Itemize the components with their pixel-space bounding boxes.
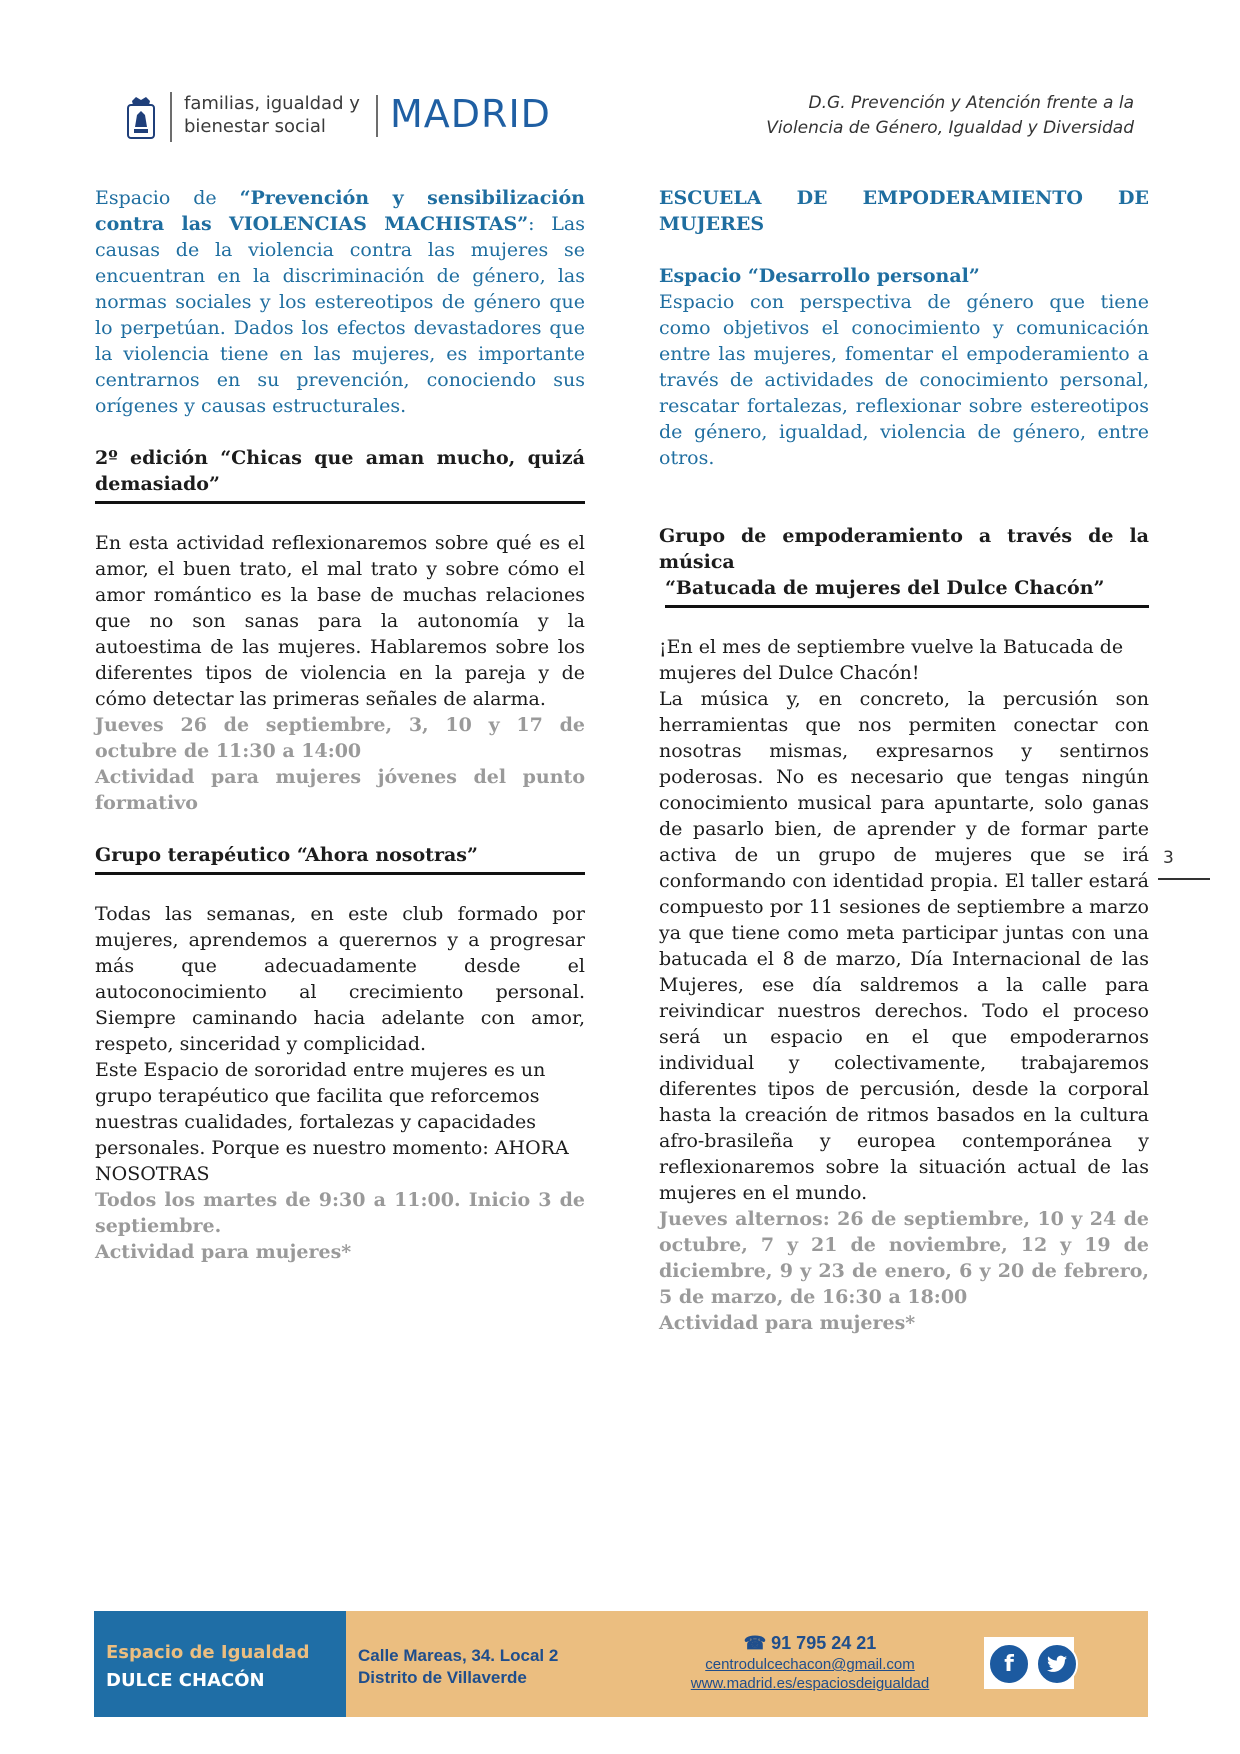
footer-title-line-1: Espacio de Igualdad: [106, 1642, 310, 1663]
phone-icon: ☎: [743, 1633, 767, 1653]
batucada-title-1: Grupo de empoderamiento a través de la música: [659, 525, 1149, 573]
page-header: [0, 0, 1240, 170]
social-icons: [984, 1637, 1074, 1689]
desarrollo-body: Espacio con perspectiva de género que tiene como objetivos el conocimiento y comunicación entre las mujeres, fomentar el empoderamiento a través de actividades de conocimiento personal, rescatar fortalezas, reflexionar sobre estereotipos de género, igualdad, violencia de género, entre otros.: [659, 291, 1149, 469]
department-line-2: bienestar social: [184, 116, 326, 137]
directorate-line-1: D.G. Prevención y Atención frente a la: [808, 93, 1134, 113]
batucada-body-2: La música y, en concreto, la percusión son herramientas que nos permiten conectar con nosotras mismas, expresarnos y sentirnos poderosas. No es necesario que tengas ningún conocimiento musical para apuntarte, solo ganas de pasarlo bien, de aprender y de formar parte activa de un grupo de mujeres que se irá conformando con identidad propia. El taller estará compuesto por 11 sesiones de septiembre a marzo ya que tiene como meta participar juntas con una batucada el 8 de marzo, Día Internacional de las Mujeres, ese día saldremos a la calle para reivindicar nuestros derechos. Todo el proceso será un espacio en el que empoderarnos individual y colectivamente, trabajaremos diferentes tipos de percusión, desde la corporal hasta la creación de ritmos basados en la cultura afro-brasileña y europea contemporánea y reflexionaremos sobre la situación actual de las mujeres en el mundo.: [659, 688, 1149, 1204]
footer-phone[interactable]: [654, 1631, 966, 1655]
footer-address-line-2: Distrito de Villaverde: [358, 1668, 527, 1687]
directorate-name: [766, 91, 1134, 141]
email-link[interactable]: centrodulcechacon@gmail.com: [705, 1656, 915, 1673]
phone-number: 91 795 24 21: [771, 1633, 877, 1653]
madrid-logo: MADRID: [390, 92, 551, 136]
terapeutico-audience: Actividad para mujeres*: [95, 1241, 352, 1263]
directorate-line-2: Violencia de Género, Igualdad y Diversidad: [766, 118, 1134, 138]
chicas-audience: Actividad para mujeres jóvenes del punto formativo: [95, 766, 585, 814]
terapeutico-title: Grupo terapéutico “Ahora nosotras”: [95, 844, 478, 866]
batucada-audience: Actividad para mujeres*: [659, 1312, 916, 1334]
terapeutico-body-1: Todas las semanas, en este club formado por mujeres, aprendemos a querernos y a progresar más que adecuadamente desde el autoconocimiento al crecimiento personal. Siempre caminando hacia adelante con amor, respeto, sinceridad y complicidad.: [95, 903, 585, 1055]
header-divider: [376, 95, 378, 137]
facebook-icon[interactable]: f: [988, 1643, 1030, 1685]
right-column: [659, 185, 1149, 1336]
page-footer: [94, 1611, 1148, 1717]
twitter-bird-icon: [1047, 1655, 1067, 1673]
footer-contact: [654, 1631, 966, 1693]
chicas-dates: Jueves 26 de septiembre, 3, 10 y 17 de octubre de 11:30 a 14:00: [95, 714, 585, 762]
chicas-title: 2º edición “Chicas que aman mucho, quizá demasiado”: [95, 447, 585, 495]
intro-title: “Prevención y sensibilización contra las VIOLENCIAS MACHISTAS”: [95, 187, 585, 235]
batucada-title-2: “Batucada de mujeres del Dulce Chacón”: [665, 577, 1105, 599]
website-link[interactable]: www.madrid.es/espaciosdeigualdad: [690, 1675, 930, 1692]
school-title: ESCUELA DE EMPODERAMIENTO DE MUJERES: [659, 187, 1149, 235]
chicas-body: En esta actividad reflexionaremos sobre qué es el amor, el buen trato, el mal trato y sobre cómo el amor romántico es la base de muchas relaciones que no son sanas para la autonomía y la autoestima de las mujeres. Hablaremos sobre los diferentes tipos de violencia en la pareja y de cómo detectar las primeras señales de alarma.: [95, 532, 585, 710]
madrid-crest-icon: [127, 97, 155, 139]
intro-paragraph: [95, 185, 585, 419]
intro-prefix: Espacio de: [95, 187, 240, 209]
department-line-1: familias, igualdad y: [184, 93, 360, 114]
footer-address-line-1: Calle Mareas, 34. Local 2: [358, 1646, 559, 1665]
page-number-rule: [1158, 878, 1210, 880]
twitter-icon[interactable]: [1036, 1643, 1078, 1685]
left-column: [95, 185, 585, 1265]
intro-body: : Las causas de la violencia contra las mujeres se encuentran en la discriminación de género, las normas sociales y los estereotipos de género que lo perpetúan. Dados los efectos devastadores que la violencia tiene en las mujeres, es importante centrarnos en su prevención, conociendo sus orígenes y causas estructurales.: [95, 213, 585, 417]
page-number: 3: [1163, 848, 1174, 868]
batucada-dates: Jueves alternos: 26 de septiembre, 10 y 24 de octubre, 7 y 21 de noviembre, 12 y 19 de diciembre, 9 y 23 de enero, 6 y 20 de febrero, 5 de marzo, de 16:30 a 18:00: [659, 1208, 1149, 1308]
department-name: [170, 92, 384, 142]
batucada-body-1: ¡En el mes de septiembre vuelve la Batucada de mujeres del Dulce Chacón!: [659, 636, 1124, 684]
terapeutico-body-2: Este Espacio de sororidad entre mujeres es un grupo terapéutico que facilita que reforcemos nuestras cualidades, fortalezas y capacidades personales. Porque es nuestro momento: AHORA NOSOTRAS: [95, 1059, 569, 1185]
desarrollo-title: Espacio “Desarrollo personal”: [659, 265, 980, 287]
footer-address: [358, 1645, 558, 1689]
terapeutico-dates: Todos los martes de 9:30 a 11:00. Inicio 3 de septiembre.: [95, 1189, 585, 1237]
footer-title: [106, 1639, 310, 1695]
footer-title-block: [94, 1611, 346, 1717]
footer-title-line-2: DULCE CHACÓN: [106, 1670, 265, 1691]
